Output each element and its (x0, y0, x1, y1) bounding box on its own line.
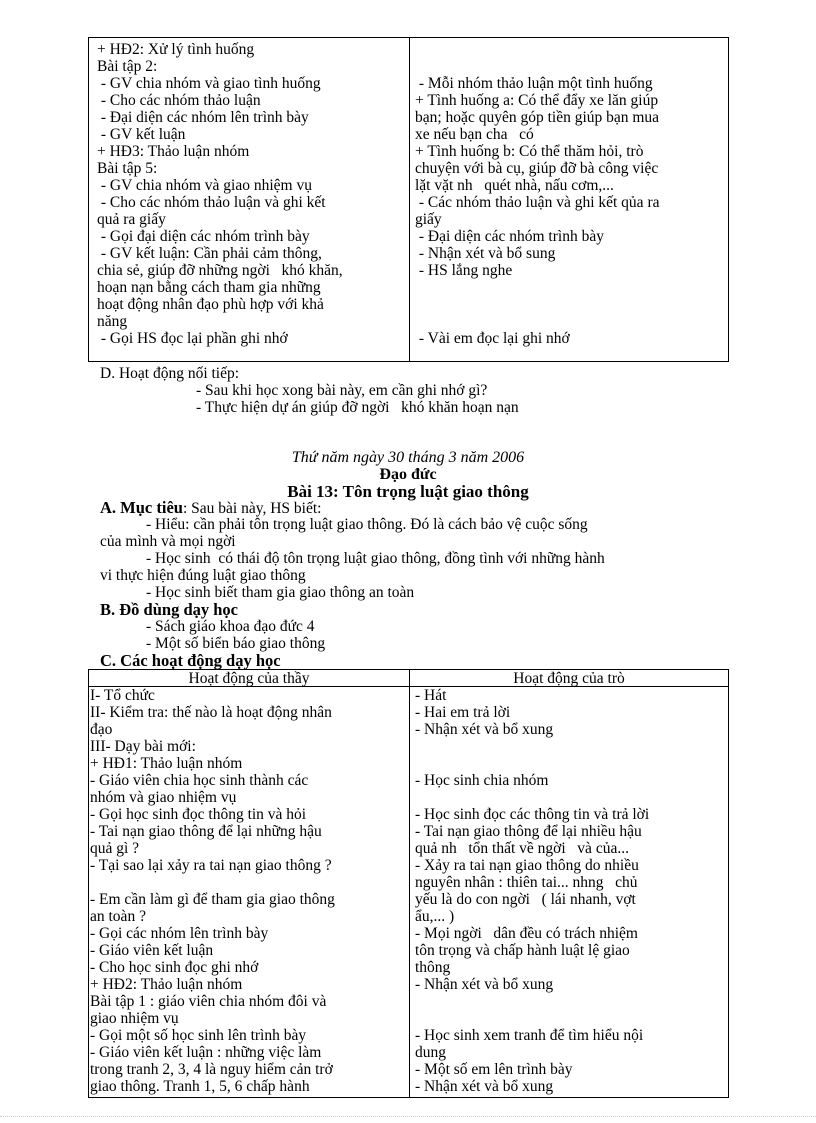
table-cell-line (415, 1010, 649, 1027)
table-cell-line (415, 755, 649, 772)
table-cell-line: dung (415, 1044, 446, 1061)
table-cell-line: - GV kết luận: Cần phải cảm thông, (97, 245, 322, 262)
objective-line: - Học sinh có thái độ tôn trọng luật giao thông, đồng tình với những hành (146, 550, 605, 567)
column-divider (409, 670, 410, 1097)
section-d-item: - Thực hiện dự án giúp đỡ ngời khó khăn hoạn nạn (196, 399, 519, 416)
student-activity-column (415, 41, 659, 347)
table-cell-line: lặt vặt nh quét nhà, nấu cơm,... (415, 177, 614, 194)
materials-item: - Sách giáo khoa đạo đức 4 (146, 618, 315, 635)
table-cell-line: + HĐ3: Thảo luận nhóm (97, 143, 250, 160)
table-cell-line: - Nhận xét và bổ sung (415, 245, 556, 262)
table-cell-line: - Học sinh chia nhóm (415, 772, 549, 789)
table-cell-line: chia sẻ, giúp đỡ những ngời khó khăn, (97, 262, 343, 279)
table-cell-line (415, 41, 659, 58)
table-cell-line: III- Dạy bài mới: (90, 738, 196, 755)
table-cell-line: thông (415, 959, 451, 976)
table-cell-line: - Hai em trả lời (415, 704, 511, 721)
table-cell-line: - Cho các nhóm thảo luận và ghi kết (97, 194, 326, 211)
table-cell-line: - Tai nạn giao thông để lại nhiều hậu (415, 823, 642, 840)
section-a-text: : Sau bài này, HS biết: (182, 500, 322, 517)
lesson-date: Thứ năm ngày 30 tháng 3 năm 2006 (291, 449, 525, 466)
table-cell-line: quả ra giấy (97, 211, 166, 228)
table-cell-line: - GV kết luận (97, 126, 186, 143)
activity-table (88, 669, 729, 1098)
table-cell-line: bạn; hoặc quyên góp tiền giúp bạn mua (415, 109, 660, 126)
table-cell-line (415, 313, 659, 330)
table-cell-line: I- Tổ chức (90, 687, 155, 704)
header-teacher: Hoạt động của thầy (188, 670, 310, 687)
table-cell-line (415, 993, 649, 1010)
column-divider (409, 38, 410, 361)
table-cell-line: Bài tập 1 : giáo viên chia nhóm đôi và (90, 993, 327, 1010)
table-cell-line: + Tình huống b: Có thể thăm hỏi, trò (415, 143, 644, 160)
table-cell-line: - Mọi ngời dân đều có trách nhiệm (415, 925, 638, 942)
table-cell-line: nguyên nhân : thiên tai... nhng chủ (415, 874, 638, 891)
section-a-label: A. Mục tiêu (100, 498, 183, 517)
lesson-title: Bài 13: Tôn trọng luật giao thông (287, 482, 529, 501)
table-cell-line: - GV chia nhóm và giao nhiệm vụ (97, 177, 312, 194)
table-cell-line: đạo (90, 721, 113, 738)
table-cell-line: - Nhận xét và bổ xung (415, 1078, 554, 1095)
table-cell-line: tôn trọng và chấp hành luật lệ giao (415, 942, 630, 959)
table-cell-line: Bài tập 5: (97, 160, 158, 177)
table-cell-line: - Nhận xét và bổ xung (415, 721, 554, 738)
table-cell-line: - GV chia nhóm và giao tình huống (97, 75, 321, 92)
table-cell-line: + HĐ2: Thảo luận nhóm (90, 976, 243, 993)
table-cell-line: hoạn nạn bằng cách tham gia những (97, 279, 321, 296)
table-cell-line: - Giáo viên chia học sinh thành các (90, 772, 309, 789)
table-cell-line: giấy (415, 211, 442, 228)
table-cell-line: yếu là do con ngời ( lái nhanh, vợt (415, 891, 636, 908)
page-edge-rule (0, 1116, 816, 1117)
table-cell-line (415, 789, 649, 806)
table-cell-line (415, 738, 649, 755)
student-activity-column (415, 687, 649, 1095)
table-cell-line: trong tranh 2, 3, 4 là nguy hiểm cản trở (90, 1061, 333, 1078)
section-b-title: B. Đồ dùng dạy học (100, 600, 239, 619)
table-cell-line: - Học sinh xem tranh để tìm hiểu nội (415, 1027, 644, 1044)
table-cell-line: quả nh tổn thất về ngời và của... (415, 840, 629, 857)
lesson-subject: Đạo đức (379, 466, 437, 483)
table-cell-line: - Học sinh đọc các thông tin và trả lời (415, 806, 650, 823)
table-cell-line (415, 296, 659, 313)
table-cell-line: - Mỗi nhóm thảo luận một tình huống (415, 75, 653, 92)
table-cell-line: - Tai nạn giao thông để lại những hậu (90, 823, 322, 840)
table-cell-line: giao nhiệm vụ (90, 1010, 179, 1027)
table-cell-line: - Đại diện các nhóm trình bày (415, 228, 604, 245)
table-cell-line: - Cho học sinh đọc ghi nhớ (90, 959, 259, 976)
objective-line: vi thực hiện đúng luật giao thông (100, 567, 306, 584)
table-cell-line: + Tình huống a: Có thể đẩy xe lăn giúp (415, 92, 659, 109)
table-cell-line: - Vài em đọc lại ghi nhớ (415, 330, 570, 347)
table-cell-line: - Em cần làm gì để tham gia giao thông (90, 891, 335, 908)
table-cell-line: - Hát (415, 687, 447, 704)
table-cell-line: - Gọi các nhóm lên trình bày (90, 925, 269, 942)
table-cell-line: - Gọi đại diện các nhóm trình bày (97, 228, 310, 245)
table-cell-line: - Các nhóm thảo luận và ghi kết qủa ra (415, 194, 660, 211)
table-cell-line: nhóm và giao nhiệm vụ (90, 789, 237, 806)
table-cell-line: - Đại diện các nhóm lên trình bày (97, 109, 309, 126)
table-cell-line: hoạt động nhân đạo phù hợp với khả (97, 296, 324, 313)
table-cell-line: Bài tập 2: (97, 58, 158, 75)
header-student: Hoạt động của trò (513, 670, 625, 687)
objective-line: - Hiểu: cần phải tôn trọng luật giao thông. Đó là cách bảo vệ cuộc sống (146, 516, 588, 533)
teacher-activity-column (90, 687, 335, 1095)
table-cell-line: an toàn ? (90, 908, 146, 925)
table-cell-line (90, 874, 335, 891)
table-cell-line: - Xảy ra tai nạn giao thông do nhiều (415, 857, 639, 874)
table-cell-line: II- Kiểm tra: thế nào là hoạt động nhân (90, 704, 332, 721)
activity-table-continued (88, 37, 729, 362)
table-cell-line: + HĐ1: Thảo luận nhóm (90, 755, 243, 772)
objective-line: của mình và mọi ngời (100, 533, 236, 550)
section-d-item: - Sau khi học xong bài này, em cần ghi nhớ gì? (196, 382, 488, 399)
materials-item: - Một số biển báo giao thông (146, 635, 326, 652)
table-cell-line: - Gọi học sinh đọc thông tin và hỏi (90, 806, 307, 823)
table-cell-line: - Gọi một số học sinh lên trình bày (90, 1027, 307, 1044)
table-cell-line (415, 279, 659, 296)
section-a (100, 499, 321, 517)
table-cell-line: - Gọi HS đọc lại phần ghi nhớ (97, 330, 288, 347)
objective-line: - Học sinh biết tham gia giao thông an toàn (146, 584, 415, 601)
table-cell-line (415, 58, 659, 75)
table-cell-line: năng (97, 313, 128, 330)
table-cell-line: - Nhận xét và bổ xung (415, 976, 554, 993)
table-cell-line: chuyện với bà cụ, giúp đỡ bà công việc (415, 160, 659, 177)
table-cell-line: quả gì ? (90, 840, 140, 857)
table-cell-line: giao thông. Tranh 1, 5, 6 chấp hành (90, 1078, 310, 1095)
table-cell-line: + HĐ2: Xử lý tình huống (97, 41, 255, 58)
table-cell-line: - HS lắng nghe (415, 262, 513, 279)
section-c-title: C. Các hoạt động dạy học (100, 651, 281, 670)
section-d-title: D. Hoạt động nối tiếp: (100, 365, 240, 382)
table-cell-line: ẩu,... ) (415, 908, 455, 925)
table-cell-line: - Cho các nhóm thảo luận (97, 92, 261, 109)
table-cell-line: xe nếu bạn cha có (415, 126, 534, 143)
teacher-activity-column (97, 41, 343, 347)
table-cell-line: - Tại sao lại xảy ra tai nạn giao thông ? (90, 857, 332, 874)
table-cell-line: - Giáo viên kết luận : những việc làm (90, 1044, 322, 1061)
table-cell-line: - Một số em lên trình bày (415, 1061, 573, 1078)
table-cell-line: - Giáo viên kết luận (90, 942, 214, 959)
